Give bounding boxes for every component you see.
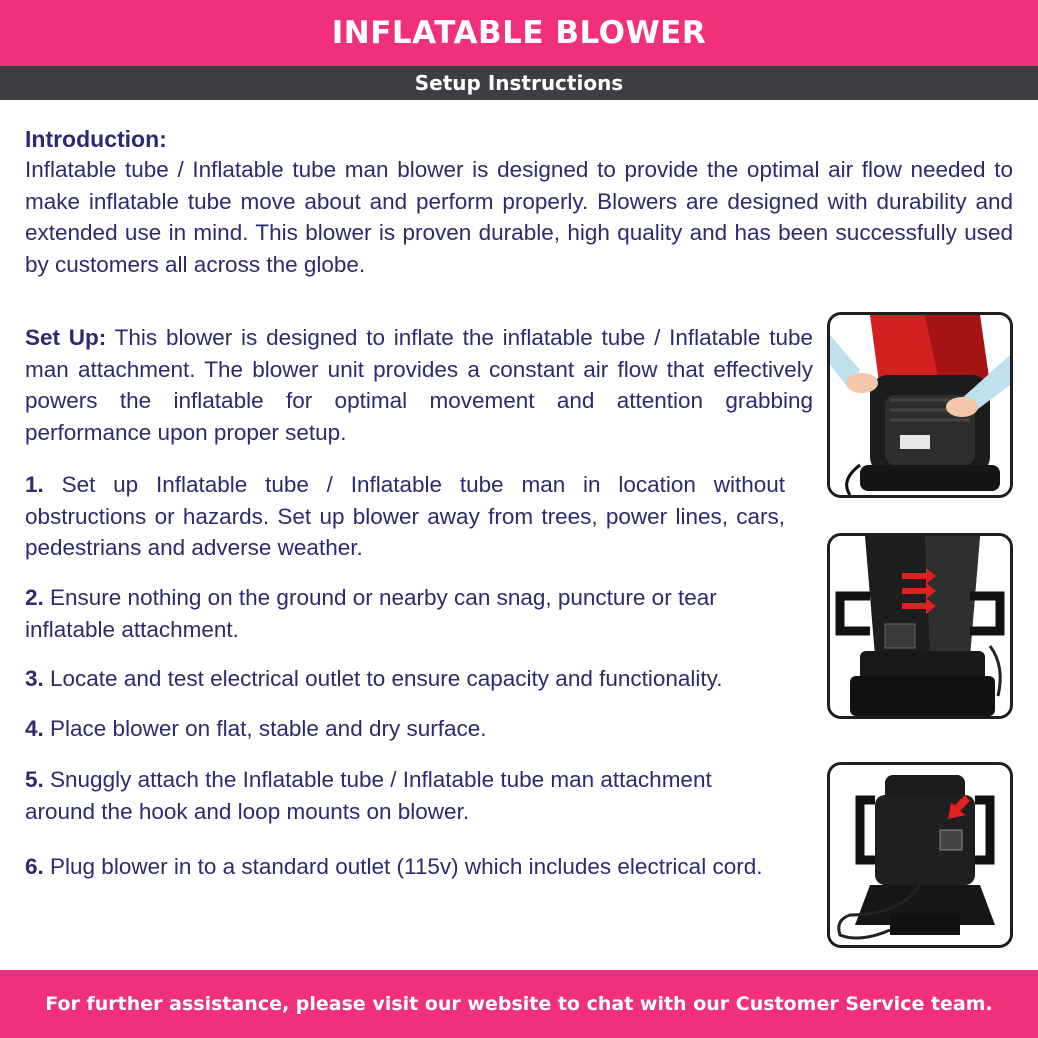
step-number: 5. xyxy=(25,767,44,792)
step-text: Snuggly attach the Inflatable tube / Inflatable tube man attachment around the hook and loop mounts on blower. xyxy=(25,767,712,824)
step-text: Locate and test electrical outlet to ensure capacity and functionality. xyxy=(43,666,723,691)
step-4 xyxy=(25,713,785,745)
page-subtitle: Setup Instructions xyxy=(0,66,1038,100)
setup-text: This blower is designed to inflate the inflatable tube / Inflatable tube man attachment. The blower unit provides a constant air flow that effectively powers the inflatable for optimal movement and attention grabbing performance upon proper setup. xyxy=(25,325,814,445)
page-title: INFLATABLE BLOWER xyxy=(0,0,1038,66)
photo-blower-airflow xyxy=(827,533,1013,719)
blower-attach-illustration xyxy=(830,315,1010,495)
step-text: Set up Inflatable tube / Inflatable tube man in location without obstructions or hazards. Set up blower away from trees, power lines, cars, pedestrians and adverse weather. xyxy=(25,472,785,560)
step-6 xyxy=(25,851,785,883)
step-5 xyxy=(25,764,785,827)
footer-assistance-text: For further assistance, please visit our website to chat with our Customer Service team. xyxy=(0,970,1038,1038)
step-text: Place blower on flat, stable and dry surface. xyxy=(43,716,487,741)
step-2 xyxy=(25,582,785,645)
step-1 xyxy=(25,469,785,564)
blower-power-illustration xyxy=(830,765,1010,945)
blower-airflow-illustration xyxy=(830,536,1010,716)
setup-label: Set Up: xyxy=(25,325,107,350)
step-text: Plug blower in to a standard outlet (115v) which includes electrical cord. xyxy=(43,854,763,879)
intro-paragraph: Inflatable tube / Inflatable tube man blower is designed to provide the optimal air flow needed to make inflatable tube move about and perform properly. Blowers are designed with durability and extended use in mind. This blower is proven durable, high quality and has been successfully used by customers all across the globe. xyxy=(25,157,1013,277)
step-number: 2. xyxy=(25,585,44,610)
step-number: 3. xyxy=(25,666,44,691)
step-number: 6. xyxy=(25,854,44,879)
photo-attach-inflatable xyxy=(827,312,1013,498)
step-number: 4. xyxy=(25,716,44,741)
intro-heading: Introduction: xyxy=(25,126,167,152)
step-number: 1. xyxy=(25,472,44,497)
setup-paragraph xyxy=(25,322,813,448)
step-3 xyxy=(25,663,825,695)
step-text: Ensure nothing on the ground or nearby can snag, puncture or tear inflatable attachment. xyxy=(25,585,717,642)
photo-blower-power xyxy=(827,762,1013,948)
